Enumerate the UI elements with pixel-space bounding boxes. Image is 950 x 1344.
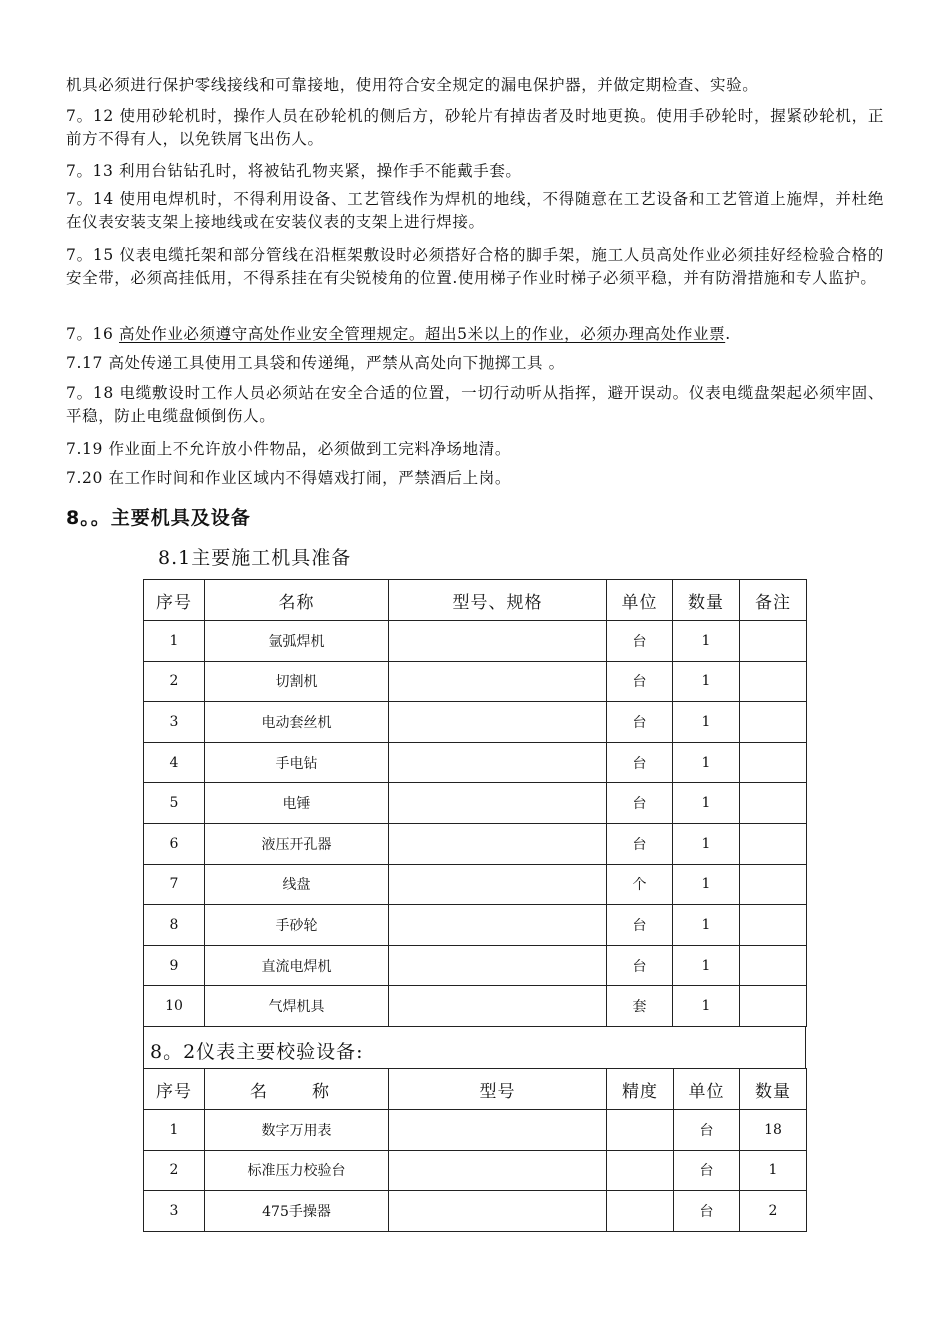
col-header-name: 名 称 [205,1069,389,1110]
table-cell: 切割机 [205,661,389,702]
table-cell [389,1150,607,1191]
table-row [144,986,807,1027]
table-cell: 台 [607,621,673,662]
table-cell: 数字万用表 [205,1110,389,1151]
table-cell [389,986,607,1027]
table-cell: 电动套丝机 [205,702,389,743]
table-cell [389,1191,607,1232]
table-cell: 1 [740,1150,807,1191]
table-cell: 475手操器 [205,1191,389,1232]
table-cell [740,905,807,946]
table-cell: 1 [673,661,740,702]
table-row [144,702,807,743]
table-row [144,621,807,662]
table-cell [740,661,807,702]
table-cell: 液压开孔器 [205,823,389,864]
table-cell [607,1150,674,1191]
table-cell: 3 [144,1191,205,1232]
table-cell [740,702,807,743]
paragraph-7-17: 7.17 高处传递工具使用工具袋和传递绳，严禁从高处向下抛掷工具 。 [66,354,565,372]
paragraph-7-16-suffix: . [725,325,731,343]
table-cell: 1 [673,945,740,986]
table-row [144,823,807,864]
table-cell [389,661,607,702]
table-cell: 5 [144,783,205,824]
calibration-table [143,1068,807,1232]
table-cell: 3 [144,702,205,743]
table-cell: 氩弧焊机 [205,621,389,662]
table-cell: 个 [607,864,673,905]
table-cell: 电锤 [205,783,389,824]
paragraph-7-16-prefix: 7。16 [66,325,120,343]
table-row [144,945,807,986]
col-header-index: 序号 [144,1069,205,1110]
col-header-precision: 精度 [607,1069,674,1110]
paragraph-7-15: 7。15 仪表电缆托架和部分管线在沿框架敷设时必须搭好合格的脚手架，施工人员高处作业必须挂好经检验合格的安全带，必须高挂低用，不得系挂在有尖锐棱角的位置.使用梯子作业时梯子必须平稳，并有防滑措施和专人监护。 [66,246,884,287]
table-cell: 1 [673,864,740,905]
table-cell: 台 [674,1191,740,1232]
table-cell: 手电钻 [205,742,389,783]
table-cell [389,1110,607,1151]
table-cell: 1 [144,621,205,662]
col-header-index: 序号 [144,580,205,621]
table-cell: 1 [673,783,740,824]
table-cell: 7 [144,864,205,905]
table-row [144,1110,807,1151]
table-cell: 1 [673,621,740,662]
table-row [144,1191,807,1232]
col-header-qty: 数量 [740,1069,807,1110]
table-row [144,742,807,783]
table-cell [389,783,607,824]
table-cell: 1 [673,986,740,1027]
table-cell: 线盘 [205,864,389,905]
col-header-unit: 单位 [607,580,673,621]
table-cell: 18 [740,1110,807,1151]
table-cell: 8 [144,905,205,946]
table-cell: 手砂轮 [205,905,389,946]
table-cell: 6 [144,823,205,864]
table1-title: 8.1主要施工机具准备 [158,547,352,569]
table-cell: 4 [144,742,205,783]
col-header-unit: 单位 [674,1069,740,1110]
table-cell: 2 [144,661,205,702]
table-cell: 9 [144,945,205,986]
table-cell [740,783,807,824]
tools-table-header [144,580,807,621]
paragraph-7-12: 7。12 使用砂轮机时，操作人员在砂轮机的侧后方，砂轮片有掉齿者及时地更换。使用手砂轮时，握紧砂轮机，正前方不得有人，以免铁屑飞出伤人。 [66,107,884,148]
table-cell: 台 [674,1110,740,1151]
paragraph-7-18: 7。18 电缆敷设时工作人员必须站在安全合适的位置，一切行动听从指挥，避开误动。仪表电缆盘架起必须牢固、平稳，防止电缆盘倾倒伤人。 [66,384,884,425]
table-cell: 气焊机具 [205,986,389,1027]
table-cell [389,742,607,783]
table-cell: 2 [740,1191,807,1232]
table-row [144,661,807,702]
col-header-model: 型号、规格 [389,580,607,621]
calibration-table-header [144,1069,807,1110]
table-cell [740,945,807,986]
table-cell: 台 [607,742,673,783]
table-row [144,1150,807,1191]
table-row [144,783,807,824]
table-cell: 台 [607,823,673,864]
table-cell: 直流电焊机 [205,945,389,986]
col-header-remark: 备注 [740,580,807,621]
table-cell: 1 [673,823,740,864]
paragraph-7-20: 7.20 在工作时间和作业区域内不得嬉戏打闹，严禁酒后上岗。 [66,469,511,487]
table-cell: 1 [673,905,740,946]
table-cell [740,864,807,905]
table-cell [389,823,607,864]
col-header-name: 名称 [205,580,389,621]
table-cell: 1 [144,1110,205,1151]
table-cell [740,986,807,1027]
col-header-model: 型号 [389,1069,607,1110]
table-cell [740,823,807,864]
table-cell [389,864,607,905]
table-cell: 台 [674,1150,740,1191]
table-row [144,905,807,946]
paragraph-7-19: 7.19 作业面上不允许放小件物品，必须做到工完料净场地清。 [66,440,511,458]
table-cell [607,1191,674,1232]
paragraph-7-14: 7。14 使用电焊机时，不得利用设备、工艺管线作为焊机的地线，不得随意在工艺设备和工艺管道上施焊，并杜绝在仪表安装支架上接地线或在安装仪表的支架上进行焊接。 [66,190,884,231]
paragraph-7-16-underlined: 高处作业必须遵守高处作业安全管理规定。超出5米以上的作业，必须办理高处作业票 [119,325,726,343]
table-cell: 标准压力校验台 [205,1150,389,1191]
table-row [144,864,807,905]
table-cell: 2 [144,1150,205,1191]
table-cell [607,1110,674,1151]
table-cell [389,702,607,743]
table-cell: 1 [673,742,740,783]
table-cell [740,621,807,662]
table-cell [740,742,807,783]
table-cell: 1 [673,702,740,743]
table-cell: 套 [607,986,673,1027]
col-header-qty: 数量 [673,580,740,621]
table-cell: 台 [607,702,673,743]
table-cell [389,621,607,662]
table-cell: 台 [607,661,673,702]
paragraph-grounding: 机具必须进行保护零线接线和可靠接地，使用符合安全规定的漏电保护器，并做定期检查、实验。 [66,76,759,94]
table-cell [389,945,607,986]
paragraph-7-16 [66,323,884,346]
table-cell: 台 [607,905,673,946]
table2-title: 8。2仪表主要校验设备: [150,1041,364,1063]
table-cell: 台 [607,945,673,986]
table-cell [389,905,607,946]
table-cell: 10 [144,986,205,1027]
table-cell: 台 [607,783,673,824]
paragraph-7-13: 7。13 利用台钻钻孔时，将被钻孔物夹紧，操作手不能戴手套。 [66,162,522,180]
section-heading: 8。。主要机具及设备 [66,507,251,529]
tools-table [143,579,807,1027]
